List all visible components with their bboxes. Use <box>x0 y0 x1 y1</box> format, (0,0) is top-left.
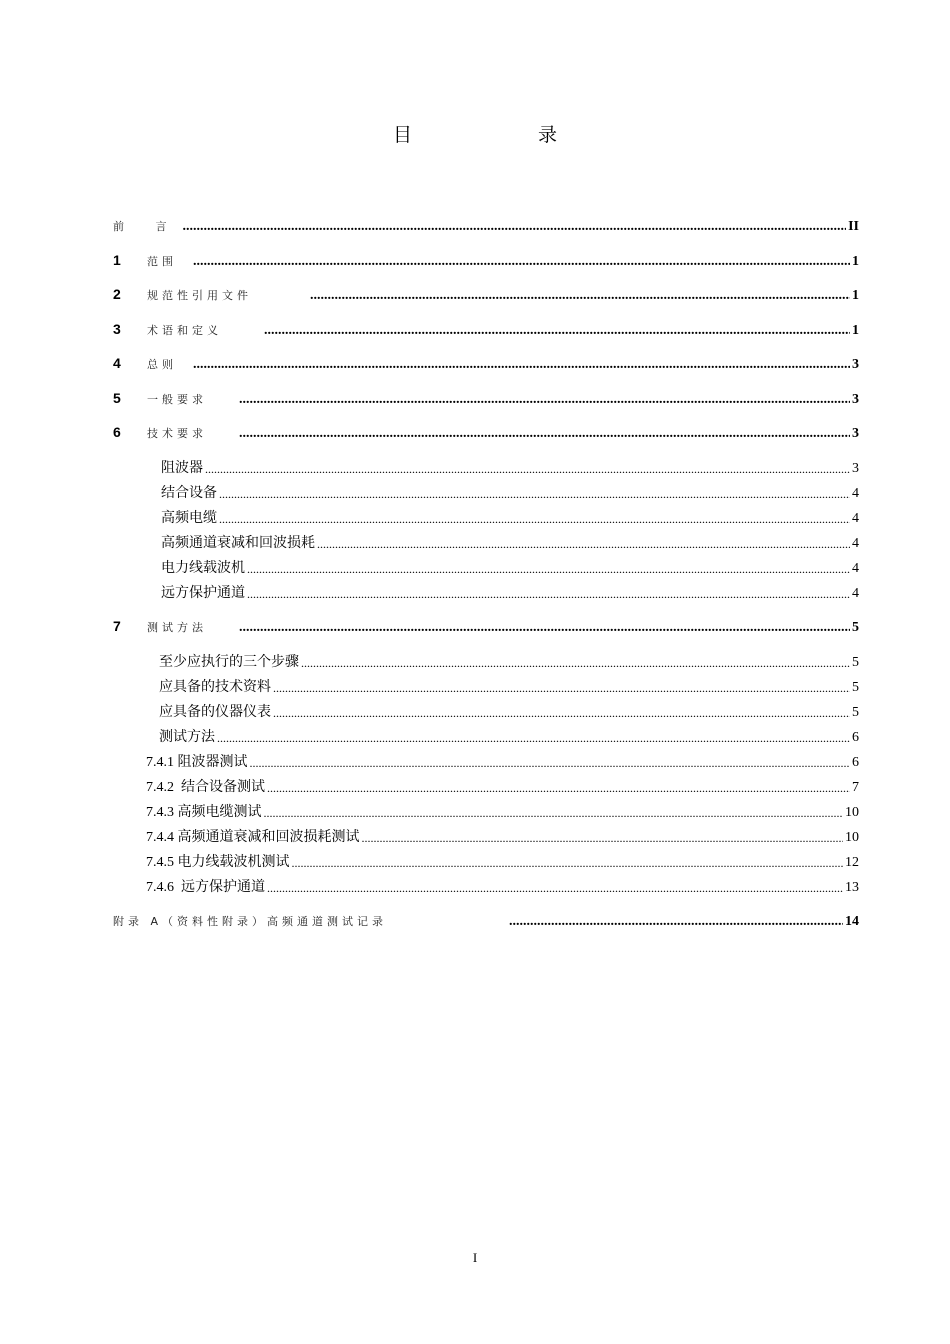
toc-entry-3[interactable] <box>113 318 859 340</box>
toc-entry-number: 4 <box>113 355 121 371</box>
toc-entry-preface[interactable] <box>113 214 859 236</box>
toc-entry-text: 范围 <box>147 255 177 268</box>
toc-subentry[interactable] <box>159 650 859 672</box>
toc-entry-number: 1 <box>113 252 121 268</box>
toc-entry-page: 1 <box>852 288 859 303</box>
toc-entry-page: 10 <box>845 830 859 845</box>
toc-entry-text: 规范性引用文件 <box>147 289 252 302</box>
toc-entry-number: 2 <box>113 286 121 302</box>
toc-entry-text: 7.4.5 电力线载波机测试 <box>146 855 290 870</box>
toc-entry-page: 4 <box>852 511 859 526</box>
toc-subentry[interactable] <box>146 875 859 897</box>
leader-dots <box>239 391 850 409</box>
toc-entry-page: 3 <box>852 426 859 441</box>
leader-dots <box>247 560 850 578</box>
toc-entry-page: 5 <box>852 620 859 635</box>
leader-dots <box>267 879 843 897</box>
leader-dots <box>250 754 851 772</box>
leader-dots <box>219 485 850 503</box>
toc-entry-page: II <box>848 219 859 234</box>
toc-subentry[interactable] <box>161 456 859 478</box>
toc-entry-text: 前 言 <box>113 220 181 233</box>
toc-entry-text: 7.4.1 阻波器测试 <box>146 755 248 770</box>
toc-entry-page: 5 <box>852 680 859 695</box>
toc-entry-page: 4 <box>852 486 859 501</box>
toc-entry-appendix-a[interactable] <box>113 909 859 931</box>
toc-entry-page: 14 <box>845 914 859 929</box>
toc-entry-text: 术语和定义 <box>147 324 222 337</box>
toc-entry-2[interactable] <box>113 283 859 305</box>
leader-dots <box>205 460 850 478</box>
toc-subentry[interactable] <box>159 700 859 722</box>
toc-entry-text: 电力线载波机 <box>161 561 245 576</box>
toc-entry-page: 6 <box>852 755 859 770</box>
toc-entry-number: 7 <box>113 618 121 634</box>
toc-entry-5[interactable] <box>113 387 859 409</box>
toc-entry-text: 7.4.3 高频电缆测试 <box>146 805 262 820</box>
toc-subentry[interactable] <box>161 531 859 553</box>
leader-dots <box>183 218 847 236</box>
toc-subentry[interactable] <box>161 506 859 528</box>
toc-entry-text: 结合设备 <box>161 486 217 501</box>
toc-entry-text: 总则 <box>147 358 177 371</box>
toc-entry-text: 附录 A（资料性附录）高频通道测试记录 <box>113 915 388 928</box>
toc-entry-text: 7.4.4 高频通道衰减和回波损耗测试 <box>146 830 360 845</box>
toc-subentry[interactable] <box>159 725 859 747</box>
toc-entry-text: 应具备的仪器仪表 <box>159 705 271 720</box>
toc-entry-text: 远方保护通道 <box>161 586 245 601</box>
page-title: 目 录 <box>392 124 618 146</box>
toc-entry-text: 测试方法 <box>159 730 215 745</box>
toc-entry-page: 6 <box>852 730 859 745</box>
leader-dots <box>264 804 844 822</box>
toc-entry-page: 12 <box>845 855 859 870</box>
toc-entry-page: 10 <box>845 805 859 820</box>
toc-entry-page: 3 <box>852 357 859 372</box>
toc-subentry[interactable] <box>146 775 859 797</box>
toc-entry-page: 7 <box>852 780 859 795</box>
toc-subentry[interactable] <box>161 556 859 578</box>
toc-entry-7[interactable] <box>113 615 859 637</box>
leader-dots <box>273 679 850 697</box>
toc-entry-text: 高频通道衰减和回波损耗 <box>161 536 315 551</box>
toc-entry-page: 1 <box>852 254 859 269</box>
toc-subentry[interactable] <box>159 675 859 697</box>
toc-entry-4[interactable] <box>113 352 859 374</box>
toc-entry-page: 4 <box>852 536 859 551</box>
toc-entry-text: 7.4.6 远方保护通道 <box>146 880 265 895</box>
toc-entry-page: 5 <box>852 655 859 670</box>
toc-entry-text: 一般要求 <box>147 393 207 406</box>
leader-dots <box>239 425 850 443</box>
leader-dots <box>509 913 843 931</box>
leader-dots <box>193 356 850 374</box>
toc-entry-page: 4 <box>852 586 859 601</box>
toc-entry-text: 高频电缆 <box>161 511 217 526</box>
leader-dots <box>239 619 850 637</box>
toc-entry-6[interactable] <box>113 421 859 443</box>
toc-subentry[interactable] <box>146 750 859 772</box>
toc-entry-text: 7.4.2 结合设备测试 <box>146 780 265 795</box>
leader-dots <box>217 729 850 747</box>
toc-entry-number: 3 <box>113 321 121 337</box>
toc-subentry[interactable] <box>146 850 859 872</box>
leader-dots <box>362 829 844 847</box>
leader-dots <box>247 585 850 603</box>
toc-entry-page: 5 <box>852 705 859 720</box>
page-number: I <box>472 1250 478 1265</box>
leader-dots <box>292 854 844 872</box>
toc-subentry[interactable] <box>146 800 859 822</box>
toc-subentry[interactable] <box>161 481 859 503</box>
toc-entry-number: 5 <box>113 390 121 406</box>
toc-entry-page: 1 <box>852 323 859 338</box>
leader-dots <box>193 253 850 271</box>
leader-dots <box>317 535 850 553</box>
toc-subentry[interactable] <box>146 825 859 847</box>
toc-entry-1[interactable] <box>113 249 859 271</box>
toc-entry-number: 6 <box>113 424 121 440</box>
leader-dots <box>301 654 850 672</box>
leader-dots <box>219 510 850 528</box>
toc-entry-page: 3 <box>852 461 859 476</box>
leader-dots <box>264 322 850 340</box>
toc-entry-text: 技术要求 <box>147 427 207 440</box>
leader-dots <box>310 287 850 305</box>
leader-dots <box>267 779 850 797</box>
toc-entry-page: 3 <box>852 392 859 407</box>
toc-entry-page: 13 <box>845 880 859 895</box>
leader-dots <box>273 704 850 722</box>
toc-entry-text: 阻波器 <box>161 461 203 476</box>
toc-entry-text: 测试方法 <box>147 621 207 634</box>
toc-entry-page: 4 <box>852 561 859 576</box>
toc-subentry[interactable] <box>161 581 859 603</box>
toc-entry-text: 至少应执行的三个步骤 <box>159 655 299 670</box>
toc-entry-text: 应具备的技术资料 <box>159 680 271 695</box>
